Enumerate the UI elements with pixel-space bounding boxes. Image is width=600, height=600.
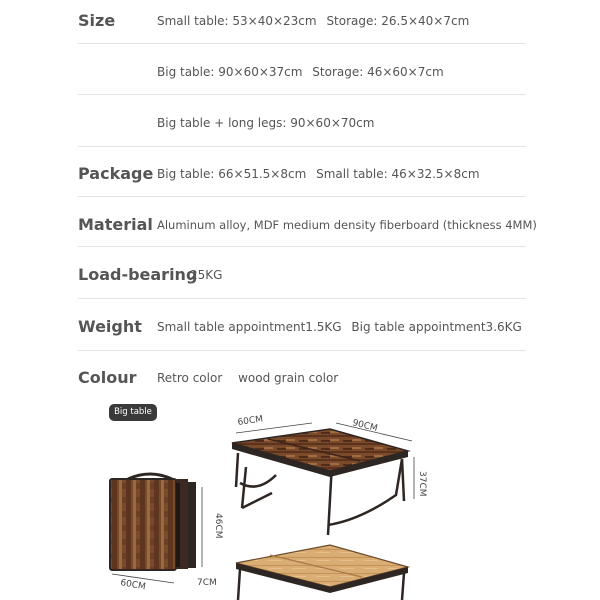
spec-label-package: Package <box>78 164 154 183</box>
row-divider <box>78 298 526 299</box>
spec-label-colour: Colour <box>78 368 137 387</box>
folded-height-label: 46CM <box>213 513 223 539</box>
row-divider <box>78 94 526 95</box>
assembled-table-retro <box>232 429 408 535</box>
spec-value: Small table appointment1.5KG <box>157 320 342 334</box>
row-divider <box>78 246 526 247</box>
table-height-label: 37CM <box>417 471 427 497</box>
spec-value: Storage: 46×60×7cm <box>312 65 444 79</box>
spec-value-colour <box>157 371 338 385</box>
folded-width-label: 60CM <box>119 578 147 593</box>
spec-value: Big table: 66×51.5×8cm <box>157 167 307 181</box>
spec-value-load <box>190 268 222 282</box>
spec-value-size <box>157 14 469 28</box>
spec-value-material <box>157 218 537 232</box>
spec-value-package <box>157 167 480 181</box>
folded-depth-label: 7CM <box>197 578 217 588</box>
spec-value-size-long <box>157 116 374 130</box>
assembled-table-light <box>236 545 408 600</box>
spec-value: 25KG <box>190 268 223 282</box>
table-width-label: 90CM <box>351 418 379 435</box>
spec-label-weight: Weight <box>78 317 142 336</box>
folded-table <box>110 474 196 570</box>
spec-value: Retro color <box>157 371 223 385</box>
spec-value-weight <box>157 320 522 334</box>
spec-value: Small table: 53×40×23cm <box>157 14 317 28</box>
table-illustration <box>0 395 600 600</box>
table-depth-label: 60CM <box>237 414 264 428</box>
spec-value: Small table: 46×32.5×8cm <box>316 167 480 181</box>
row-divider <box>78 146 526 147</box>
spec-label-material: Material <box>78 215 153 234</box>
spec-value: Big table + long legs: 90×60×70cm <box>157 116 375 130</box>
row-divider <box>78 196 526 197</box>
spec-value: Big table: 90×60×37cm <box>157 65 303 79</box>
spec-value: Storage: 26.5×40×7cm <box>326 14 470 28</box>
spec-value: wood grain color <box>238 371 339 385</box>
spec-value: Big table appointment3.6KG <box>351 320 522 334</box>
spec-label-load: Load-bearing <box>78 265 198 284</box>
spec-value: Aluminum alloy, MDF medium density fiberboard (thickness 4MM) <box>157 218 537 232</box>
row-divider <box>78 43 526 44</box>
big-table-badge: Big table <box>109 404 157 421</box>
row-divider <box>78 350 526 351</box>
spec-value-size-big <box>157 65 444 79</box>
spec-label-size: Size <box>78 11 116 30</box>
